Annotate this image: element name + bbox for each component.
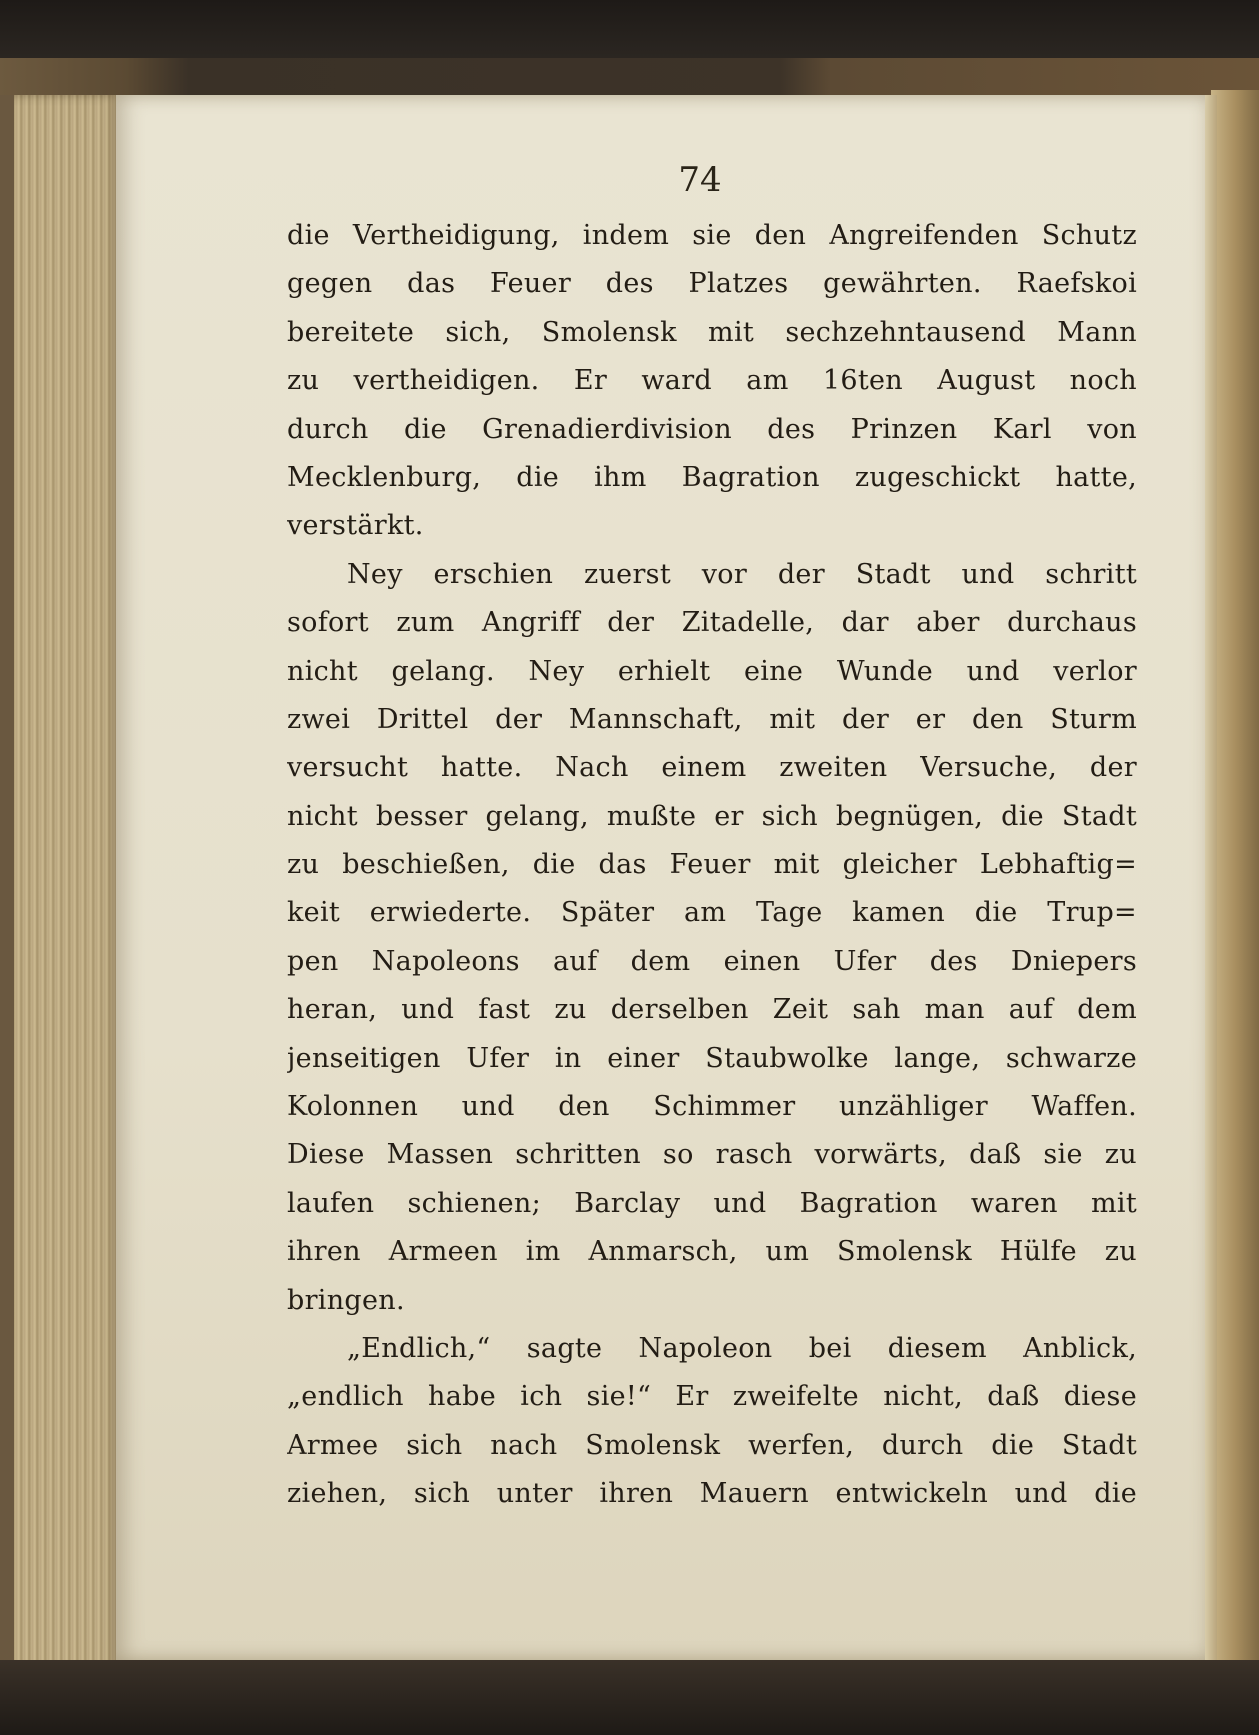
page-stack-left-edge <box>0 95 120 1680</box>
text-line: Ney erschien zuerst vor der Stadt und schritt <box>347 558 1137 590</box>
text-line: nicht besser gelang, mußte er sich begnügen, die Stadt <box>287 800 1137 832</box>
text-line: heran, und fast zu derselben Zeit sah man auf dem <box>287 994 1137 1026</box>
text-line: ziehen, sich unter ihren Mauern entwickeln und die <box>287 1478 1137 1510</box>
text-line: zu vertheidigen. Er ward am 16ten August noch <box>287 365 1137 397</box>
text-line: Kolonnen und den Schimmer unzähliger Waffen. <box>287 1091 1137 1123</box>
page-stack-right-edge <box>1211 90 1259 1690</box>
right-page-lip <box>1205 95 1217 1660</box>
text-line: Diese Massen schritten so rasch vorwärts, daß sie zu <box>287 1139 1137 1171</box>
page-number: 74 <box>678 160 722 200</box>
text-line: keit erwiederte. Später am Tage kamen die Trup= <box>287 897 1137 929</box>
text-line: „endlich habe ich sie!“ Er zweifelte nicht, daß diese <box>287 1381 1137 1413</box>
text-line: gegen das Feuer des Platzes gewährten. Raefskoi <box>287 268 1137 300</box>
text-line: zwei Drittel der Mannschaft, mit der er den Sturm <box>287 703 1137 735</box>
text-line: „Endlich,“ sagte Napoleon bei diesem Anblick, <box>347 1332 1137 1364</box>
text-line: zu beschießen, die das Feuer mit gleicher Lebhaftig= <box>287 849 1137 881</box>
book-binding-strip <box>0 58 1259 98</box>
text-line: bereitete sich, Smolensk mit sechzehntausend Mann <box>287 316 1137 348</box>
text-line: bringen. <box>287 1284 405 1316</box>
left-cover-shadow <box>0 95 14 1680</box>
text-line: Armee sich nach Smolensk werfen, durch die Stadt <box>287 1429 1137 1461</box>
text-line: nicht gelang. Ney erhielt eine Wunde und verlor <box>287 655 1137 687</box>
scan-top-band <box>0 0 1259 62</box>
text-line: die Vertheidigung, indem sie den Angreifenden Schutz <box>287 220 1137 251</box>
text-line: pen Napoleons auf dem einen Ufer des Dniepers <box>287 945 1137 977</box>
text-line: laufen schienen; Barclay und Bagration waren mit <box>287 1187 1137 1219</box>
text-line: jenseitigen Ufer in einer Staubwolke lange, schwarze <box>287 1042 1137 1074</box>
body-text <box>287 212 1137 1519</box>
text-line: ihren Armeen im Anmarsch, um Smolensk Hülfe zu <box>287 1236 1137 1268</box>
text-line: verstärkt. <box>287 510 424 542</box>
text-line: durch die Grenadierdivision des Prinzen Karl von <box>287 413 1137 445</box>
text-line: versucht hatte. Nach einem zweiten Versuche, der <box>287 752 1137 784</box>
scan-bottom-band <box>0 1660 1259 1735</box>
text-line: sofort zum Angriff der Zitadelle, dar aber durchaus <box>287 607 1137 639</box>
text-line: Mecklenburg, die ihm Bagration zugeschickt hatte, <box>287 461 1137 493</box>
